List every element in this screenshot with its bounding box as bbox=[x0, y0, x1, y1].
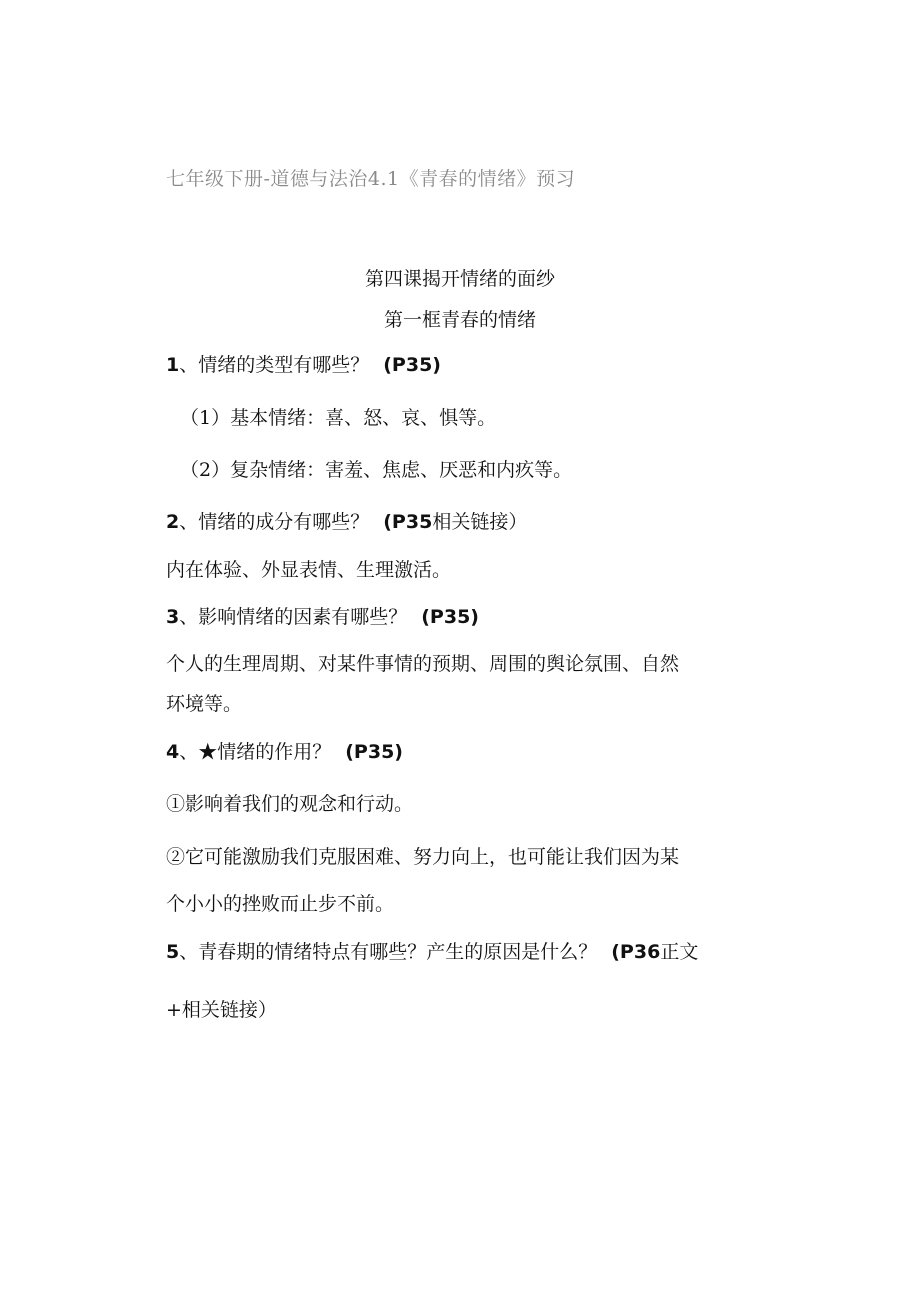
page-reference: (P35 bbox=[383, 511, 433, 533]
section-title: 第一框青春的情绪 bbox=[383, 309, 536, 331]
answer-line: 环境等。 bbox=[166, 693, 243, 715]
question-number: 1 bbox=[166, 354, 180, 376]
lesson-title: 第四课揭开情绪的面纱 bbox=[364, 268, 555, 290]
answer-line: （1）基本情绪：喜、怒、哀、惧等。 bbox=[180, 407, 497, 429]
question-5 bbox=[166, 940, 698, 964]
page-reference-tail: 正文 bbox=[660, 941, 699, 963]
question-number: 2 bbox=[166, 511, 180, 533]
answer-line: 个人的生理周期、对某件事情的预期、周围的舆论氛围、自然 bbox=[166, 653, 680, 675]
answer-line: 个小小的挫败而止步不前。 bbox=[166, 893, 395, 915]
answer-line: 内在体验、外显表情、生理激活。 bbox=[166, 559, 452, 581]
document-header-title: 七年级下册-道德与法治4.1《青春的情绪》预习 bbox=[166, 168, 576, 190]
answer-line: ②它可能激励我们克服困难、努力向上，也可能让我们因为某 bbox=[166, 846, 680, 868]
page-reference-tail: 相关链接） bbox=[432, 511, 528, 533]
answer-line: （2）复杂情绪：害羞、焦虑、厌恶和内疚等。 bbox=[180, 459, 573, 481]
question-1 bbox=[166, 353, 441, 377]
question-text: 、★情绪的作用？ bbox=[179, 741, 332, 763]
question-number: 4 bbox=[166, 741, 180, 763]
question-number: 5 bbox=[166, 941, 180, 963]
question-text: 、情绪的类型有哪些？ bbox=[179, 354, 370, 376]
question-2 bbox=[166, 510, 527, 534]
page-reference: (P35) bbox=[345, 741, 403, 763]
question-text: 、青春期的情绪特点有哪些？产生的原因是什么？ bbox=[179, 941, 598, 963]
question-4 bbox=[166, 740, 403, 764]
question-text: 、影响情绪的因素有哪些？ bbox=[179, 606, 408, 628]
answer-line: ①影响着我们的观念和行动。 bbox=[166, 793, 414, 815]
question-3 bbox=[166, 605, 479, 629]
question-continuation: +相关链接） bbox=[166, 999, 277, 1021]
question-number: 3 bbox=[166, 606, 180, 628]
page-reference: (P35) bbox=[421, 606, 479, 628]
page-reference: (P35) bbox=[383, 354, 441, 376]
question-text: 、情绪的成分有哪些？ bbox=[179, 511, 370, 533]
page-reference: (P36 bbox=[611, 941, 661, 963]
